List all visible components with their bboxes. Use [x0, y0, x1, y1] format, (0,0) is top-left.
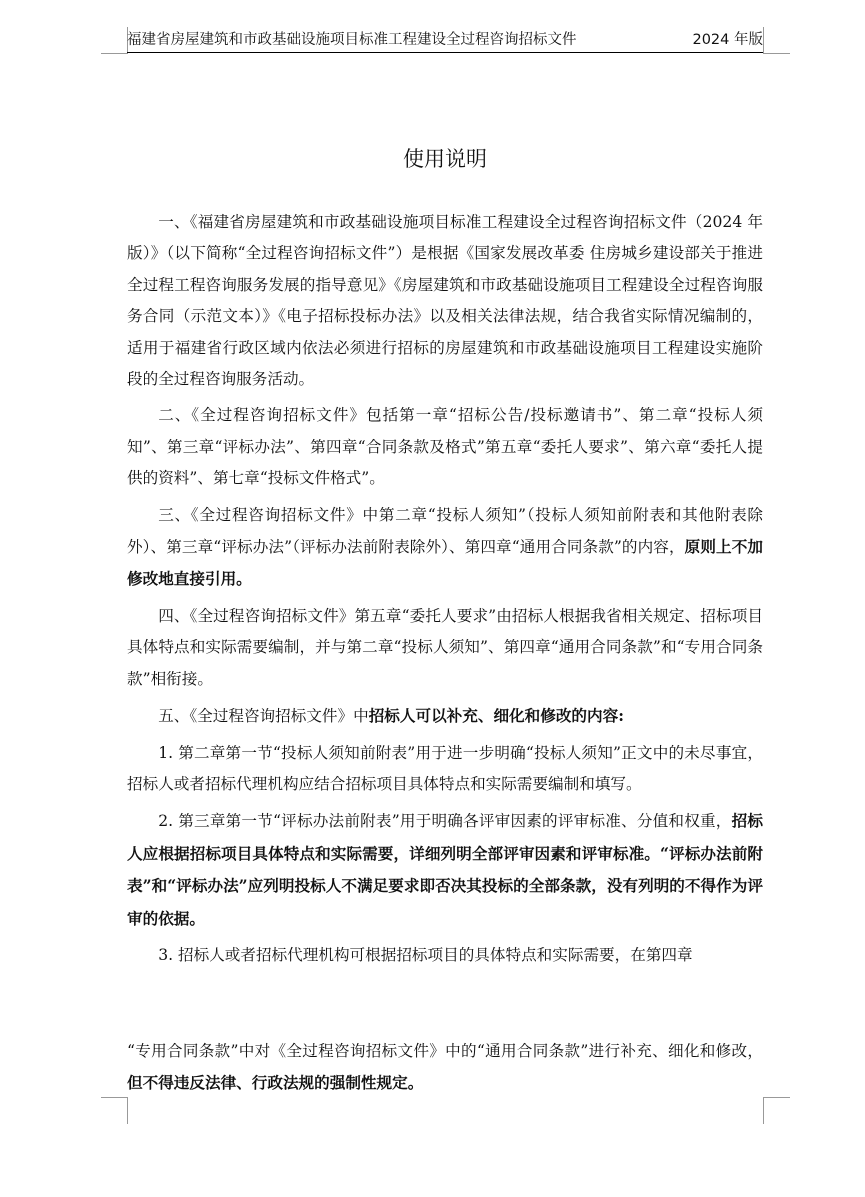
- paragraph-4: 四、《全过程咨询招标文件》第五章“委托人要求”由招标人根据我省相关规定、招标项目具体特点和实际需要编制，并与第二章“投标人须知”、第四章“通用合同条款”和“专用合同条款”相衔接。: [127, 606, 763, 688]
- paragraph-3-text: 三、《全过程咨询招标文件》中第二章“投标人须知”（投标人须知前附表和其他附表除外）、第三章“评标办法”（评标办法前附表除外）、第四章“通用合同条款”的内容，: [127, 505, 763, 557]
- paragraph-5-text: 五、《全过程咨询招标文件》中: [158, 707, 369, 726]
- paragraph-5: [127, 700, 763, 732]
- paragraph-8-continuation: [127, 1036, 763, 1100]
- header-rule: [127, 52, 763, 53]
- paragraph-7-text: 2. 第三章第一节“评标办法前附表”用于明确各评审因素的评审标准、分值和权重，: [158, 812, 732, 831]
- paragraph-7: [127, 805, 763, 935]
- paragraph-1: 一、《福建省房屋建筑和市政基础设施项目标准工程建设全过程咨询招标文件（2024 年版）》（以下简称“全过程咨询招标文件”）是根据《国家发展改革委 住房城乡建设部关于推进全过程工程咨询服务发展的指导意见》《房屋建筑和市政基础设施项目工程建设全过程咨询服务合同（示范文本）》《电子招标投标办法》以及相关法律法规，结合我省实际情况编制的，适用于福建省行政区域内依法必须进行招标的房屋建筑和市政基础设施项目工程建设实施阶段的全过程咨询服务活动。: [127, 213, 763, 389]
- crop-mark-top-right: [763, 27, 790, 54]
- paragraph-6: 1. 第二章第一节“投标人须知前附表”用于进一步明确“投标人须知”正文中的未尽事宜，招标人或者招标代理机构应结合招标项目具体特点和实际需要编制和填写。: [127, 743, 763, 793]
- crop-mark-bottom-right: [763, 1097, 790, 1124]
- header-title: 福建省房屋建筑和市政基础设施项目标准工程建设全过程咨询招标文件: [127, 32, 577, 48]
- paragraph-3: [127, 500, 763, 596]
- paragraph-8-tail-text: “专用合同条款”中对《全过程咨询招标文件》中的“通用合同条款”进行补充、细化和修改，: [127, 1042, 763, 1060]
- paragraph-3-emphasis: 原则上不加修改地直接引用。: [127, 537, 763, 589]
- paragraph-8-tail: [127, 1036, 763, 1100]
- paragraph-7-emphasis: 招标人应根据招标项目具体特点和实际需要，详细列明全部评审因素和评审标准。“评标办法前附表”和“评标办法”应列明投标人不满足要求即否决其投标的全部条款，没有列明的不得作为评审的依据。: [127, 811, 763, 928]
- document-body: [127, 207, 763, 971]
- paragraph-2: 二、《全过程咨询招标文件》包括第一章“招标公告/投标邀请书”、第二章“投标人须知”、第三章“评标办法”、第四章“合同条款及格式”第五章“委托人要求”、第六章“委托人提供的资料”、第七章“投标文件格式”。: [127, 406, 763, 488]
- header-edition: 2024 年版: [692, 32, 763, 48]
- page-header: [127, 30, 763, 52]
- crop-mark-bottom-left: [101, 1097, 128, 1124]
- page-title: 使用说明: [403, 147, 487, 171]
- paragraph-8-tail-emphasis: 但不得违反法律、行政法规的强制性规定。: [127, 1073, 424, 1093]
- paragraph-8: 3. 招标人或者招标代理机构可根据招标项目的具体特点和实际需要，在第四章: [158, 945, 693, 964]
- paragraph-5-emphasis: 招标人可以补充、细化和修改的内容:: [368, 706, 624, 726]
- crop-mark-top-left: [101, 27, 128, 54]
